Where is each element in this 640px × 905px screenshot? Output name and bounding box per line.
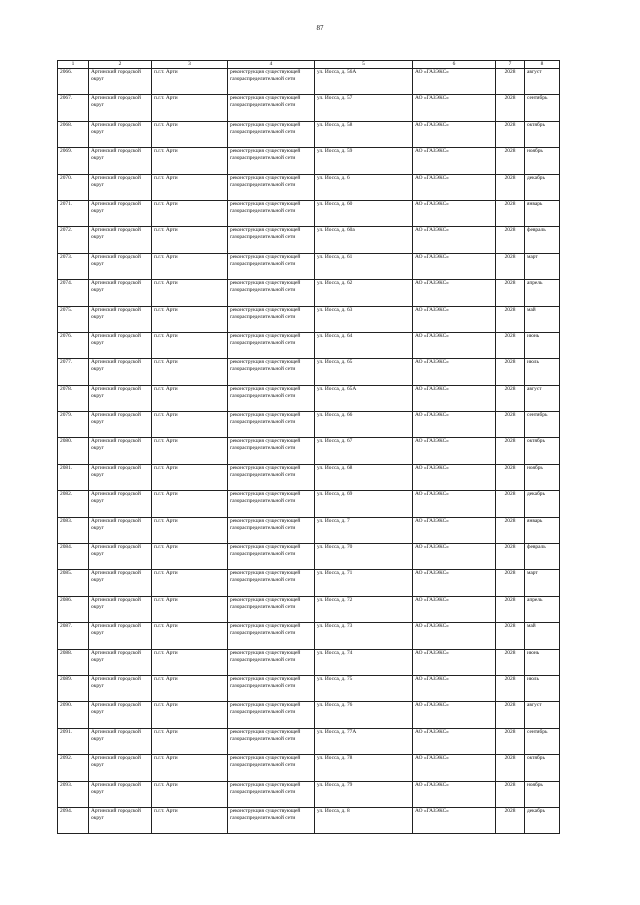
address-cell: ул. Иосса, д. 62 [315,280,413,306]
work-type-cell: реконструкция существующей газораспределительной сети [228,517,315,543]
district-cell: Артинский городской округ [89,69,152,95]
address-cell: ул. Иосса, д. 56А [315,69,413,95]
district-cell: Артинский городской округ [89,174,152,200]
district-cell: Артинский городской округ [89,280,152,306]
work-type-cell: реконструкция существующей газораспределительной сети [228,95,315,121]
table-row [58,174,560,200]
address-cell: ул. Иосса, д. 65 [315,359,413,385]
organization-cell: АО «ГАЗЭКС» [413,280,496,306]
locality-cell: п.г.т. Арти [152,570,228,596]
year-cell: 2028 [496,438,525,464]
table-row [58,807,560,833]
address-cell: ул. Иосса, д. 69 [315,491,413,517]
month-cell: январь [525,517,560,543]
work-type-cell: реконструкция существующей газораспределительной сети [228,623,315,649]
organization-cell: АО «ГАЗЭКС» [413,306,496,332]
month-cell: январь [525,200,560,226]
row-number-cell: 2091. [58,728,89,754]
table-row [58,755,560,781]
address-cell: ул. Иосса, д. 65А [315,385,413,411]
organization-cell: АО «ГАЗЭКС» [413,121,496,147]
district-cell: Артинский городской округ [89,464,152,490]
table-row [58,385,560,411]
header-col-1: 1 [58,61,89,69]
row-number-cell: 2094. [58,807,89,833]
month-cell: июль [525,675,560,701]
table-row [58,728,560,754]
header-col-3: 3 [152,61,228,69]
header-col-2: 2 [89,61,152,69]
table-row [58,200,560,226]
month-cell: август [525,385,560,411]
month-cell: апрель [525,280,560,306]
locality-cell: п.г.т. Арти [152,464,228,490]
work-type-cell: реконструкция существующей газораспределительной сети [228,227,315,253]
table-row [58,675,560,701]
table-row [58,649,560,675]
header-col-7: 7 [496,61,525,69]
address-cell: ул. Иосса, д. 58 [315,121,413,147]
address-cell: ул. Иосса, д. 70 [315,544,413,570]
district-cell: Артинский городской округ [89,781,152,807]
organization-cell: АО «ГАЗЭКС» [413,623,496,649]
table-row [58,781,560,807]
table-row [58,623,560,649]
address-cell: ул. Иосса, д. 76 [315,702,413,728]
work-type-cell: реконструкция существующей газораспределительной сети [228,544,315,570]
table-row [58,280,560,306]
district-cell: Артинский городской округ [89,306,152,332]
locality-cell: п.г.т. Арти [152,412,228,438]
district-cell: Артинский городской округ [89,227,152,253]
month-cell: март [525,570,560,596]
month-cell: апрель [525,596,560,622]
address-cell: ул. Иосса, д. 63 [315,306,413,332]
organization-cell: АО «ГАЗЭКС» [413,359,496,385]
row-number-cell: 2093. [58,781,89,807]
month-cell: сентябрь [525,728,560,754]
locality-cell: п.г.т. Арти [152,200,228,226]
table-row [58,544,560,570]
organization-cell: АО «ГАЗЭКС» [413,253,496,279]
district-cell: Артинский городской округ [89,544,152,570]
year-cell: 2028 [496,227,525,253]
organization-cell: АО «ГАЗЭКС» [413,385,496,411]
year-cell: 2028 [496,306,525,332]
address-cell: ул. Иосса, д. 74 [315,649,413,675]
work-type-cell: реконструкция существующей газораспределительной сети [228,807,315,833]
row-number-cell: 2086. [58,596,89,622]
month-cell: сентябрь [525,95,560,121]
table-row [58,438,560,464]
row-number-cell: 2071. [58,200,89,226]
organization-cell: АО «ГАЗЭКС» [413,807,496,833]
organization-cell: АО «ГАЗЭКС» [413,544,496,570]
work-type-cell: реконструкция существующей газораспределительной сети [228,253,315,279]
locality-cell: п.г.т. Арти [152,781,228,807]
district-cell: Артинский городской округ [89,755,152,781]
address-cell: ул. Иосса, д. 73 [315,623,413,649]
locality-cell: п.г.т. Арти [152,69,228,95]
month-cell: май [525,306,560,332]
work-type-cell: реконструкция существующей газораспределительной сети [228,675,315,701]
locality-cell: п.г.т. Арти [152,623,228,649]
table-row [58,702,560,728]
work-type-cell: реконструкция существующей газораспределительной сети [228,121,315,147]
organization-cell: АО «ГАЗЭКС» [413,781,496,807]
table-row [58,306,560,332]
row-number-cell: 2085. [58,570,89,596]
locality-cell: п.г.т. Арти [152,332,228,358]
locality-cell: п.г.т. Арти [152,728,228,754]
organization-cell: АО «ГАЗЭКС» [413,464,496,490]
year-cell: 2028 [496,517,525,543]
district-cell: Артинский городской округ [89,649,152,675]
year-cell: 2028 [496,623,525,649]
page-number: 87 [316,24,324,32]
month-cell: октябрь [525,121,560,147]
year-cell: 2028 [496,570,525,596]
year-cell: 2028 [496,728,525,754]
organization-cell: АО «ГАЗЭКС» [413,755,496,781]
organization-cell: АО «ГАЗЭКС» [413,69,496,95]
district-cell: Артинский городской округ [89,728,152,754]
row-number-cell: 2089. [58,675,89,701]
locality-cell: п.г.т. Арти [152,121,228,147]
month-cell: май [525,623,560,649]
row-number-cell: 2070. [58,174,89,200]
work-type-cell: реконструкция существующей газораспределительной сети [228,755,315,781]
address-cell: ул. Иосса, д. 61 [315,253,413,279]
year-cell: 2028 [496,253,525,279]
table-row [58,359,560,385]
work-type-cell: реконструкция существующей газораспределительной сети [228,280,315,306]
year-cell: 2028 [496,464,525,490]
locality-cell: п.г.т. Арти [152,755,228,781]
work-type-cell: реконструкция существующей газораспределительной сети [228,359,315,385]
table-row [58,148,560,174]
organization-cell: АО «ГАЗЭКС» [413,438,496,464]
address-cell: ул. Иосса, д. 79 [315,781,413,807]
address-cell: ул. Иосса, д. 59 [315,148,413,174]
organization-cell: АО «ГАЗЭКС» [413,728,496,754]
address-cell: ул. Иосса, д. 60а [315,227,413,253]
year-cell: 2028 [496,359,525,385]
work-type-cell: реконструкция существующей газораспределительной сети [228,69,315,95]
table-row [58,121,560,147]
address-cell: ул. Иосса, д. 7 [315,517,413,543]
table-row [58,332,560,358]
year-cell: 2028 [496,280,525,306]
address-cell: ул. Иосса, д. 72 [315,596,413,622]
table-row [58,227,560,253]
work-type-cell: реконструкция существующей газораспределительной сети [228,148,315,174]
month-cell: ноябрь [525,464,560,490]
work-type-cell: реконструкция существующей газораспределительной сети [228,570,315,596]
row-number-cell: 2077. [58,359,89,385]
address-cell: ул. Иосса, д. 75 [315,675,413,701]
month-cell: март [525,253,560,279]
locality-cell: п.г.т. Арти [152,148,228,174]
row-number-cell: 2083. [58,517,89,543]
organization-cell: АО «ГАЗЭКС» [413,702,496,728]
table-row [58,464,560,490]
district-cell: Артинский городской округ [89,121,152,147]
month-cell: июль [525,359,560,385]
work-type-cell: реконструкция существующей газораспределительной сети [228,200,315,226]
work-type-cell: реконструкция существующей газораспределительной сети [228,781,315,807]
header-col-8: 8 [525,61,560,69]
organization-cell: АО «ГАЗЭКС» [413,174,496,200]
organization-cell: АО «ГАЗЭКС» [413,200,496,226]
row-number-cell: 2068. [58,121,89,147]
work-type-cell: реконструкция существующей газораспределительной сети [228,649,315,675]
address-cell: ул. Иосса, д. 68 [315,464,413,490]
month-cell: октябрь [525,438,560,464]
work-type-cell: реконструкция существующей газораспределительной сети [228,306,315,332]
year-cell: 2028 [496,807,525,833]
locality-cell: п.г.т. Арти [152,438,228,464]
locality-cell: п.г.т. Арти [152,174,228,200]
month-cell: февраль [525,227,560,253]
locality-cell: п.г.т. Арти [152,675,228,701]
year-cell: 2028 [496,174,525,200]
work-type-cell: реконструкция существующей газораспределительной сети [228,491,315,517]
district-cell: Артинский городской округ [89,95,152,121]
district-cell: Артинский городской округ [89,438,152,464]
district-cell: Артинский городской округ [89,491,152,517]
month-cell: декабрь [525,807,560,833]
month-cell: июнь [525,649,560,675]
header-col-5: 5 [315,61,413,69]
locality-cell: п.г.т. Арти [152,491,228,517]
locality-cell: п.г.т. Арти [152,95,228,121]
row-number-cell: 2082. [58,491,89,517]
month-cell: август [525,702,560,728]
table-row [58,412,560,438]
row-number-cell: 2073. [58,253,89,279]
district-cell: Артинский городской округ [89,359,152,385]
header-col-4: 4 [228,61,315,69]
row-number-cell: 2076. [58,332,89,358]
address-cell: ул. Иосса, д. 64 [315,332,413,358]
table-row [58,491,560,517]
row-number-cell: 2079. [58,412,89,438]
year-cell: 2028 [496,675,525,701]
locality-cell: п.г.т. Арти [152,517,228,543]
work-type-cell: реконструкция существующей газораспределительной сети [228,412,315,438]
month-cell: сентябрь [525,412,560,438]
locality-cell: п.г.т. Арти [152,359,228,385]
row-number-cell: 2072. [58,227,89,253]
year-cell: 2028 [496,702,525,728]
month-cell: декабрь [525,174,560,200]
table-row [58,69,560,95]
organization-cell: АО «ГАЗЭКС» [413,570,496,596]
year-cell: 2028 [496,649,525,675]
year-cell: 2028 [496,491,525,517]
row-number-cell: 2087. [58,623,89,649]
row-number-cell: 2078. [58,385,89,411]
locality-cell: п.г.т. Арти [152,280,228,306]
month-cell: октябрь [525,755,560,781]
year-cell: 2028 [496,412,525,438]
locality-cell: п.г.т. Арти [152,807,228,833]
address-cell: ул. Иосса, д. 77А [315,728,413,754]
year-cell: 2028 [496,544,525,570]
table-row [58,570,560,596]
table-row [58,253,560,279]
table-row [58,517,560,543]
address-cell: ул. Иосса, д. 8 [315,807,413,833]
district-cell: Артинский городской округ [89,332,152,358]
row-number-cell: 2088. [58,649,89,675]
organization-cell: АО «ГАЗЭКС» [413,596,496,622]
work-type-cell: реконструкция существующей газораспределительной сети [228,702,315,728]
work-type-cell: реконструкция существующей газораспределительной сети [228,728,315,754]
work-type-cell: реконструкция существующей газораспределительной сети [228,174,315,200]
organization-cell: АО «ГАЗЭКС» [413,412,496,438]
work-type-cell: реконструкция существующей газораспределительной сети [228,438,315,464]
month-cell: декабрь [525,491,560,517]
address-cell: ул. Иосса, д. 78 [315,755,413,781]
district-cell: Артинский городской округ [89,570,152,596]
locality-cell: п.г.т. Арти [152,596,228,622]
address-cell: ул. Иосса, д. 66 [315,412,413,438]
district-cell: Артинский городской округ [89,675,152,701]
work-type-cell: реконструкция существующей газораспределительной сети [228,332,315,358]
year-cell: 2028 [496,385,525,411]
row-number-cell: 2069. [58,148,89,174]
row-number-cell: 2090. [58,702,89,728]
district-cell: Артинский городской округ [89,807,152,833]
address-cell: ул. Иосса, д. 71 [315,570,413,596]
year-cell: 2028 [496,332,525,358]
year-cell: 2028 [496,781,525,807]
year-cell: 2028 [496,755,525,781]
schedule-table [57,60,560,834]
organization-cell: АО «ГАЗЭКС» [413,649,496,675]
district-cell: Артинский городской округ [89,412,152,438]
year-cell: 2028 [496,95,525,121]
month-cell: август [525,69,560,95]
year-cell: 2028 [496,596,525,622]
month-cell: ноябрь [525,148,560,174]
organization-cell: АО «ГАЗЭКС» [413,227,496,253]
row-number-cell: 2081. [58,464,89,490]
organization-cell: АО «ГАЗЭКС» [413,332,496,358]
work-type-cell: реконструкция существующей газораспределительной сети [228,596,315,622]
row-number-cell: 2074. [58,280,89,306]
locality-cell: п.г.т. Арти [152,702,228,728]
locality-cell: п.г.т. Арти [152,649,228,675]
row-number-cell: 2066. [58,69,89,95]
row-number-cell: 2092. [58,755,89,781]
district-cell: Артинский городской округ [89,596,152,622]
address-cell: ул. Иосса, д. 67 [315,438,413,464]
row-number-cell: 2084. [58,544,89,570]
organization-cell: АО «ГАЗЭКС» [413,95,496,121]
row-number-cell: 2067. [58,95,89,121]
year-cell: 2028 [496,148,525,174]
organization-cell: АО «ГАЗЭКС» [413,148,496,174]
district-cell: Артинский городской округ [89,385,152,411]
row-number-cell: 2080. [58,438,89,464]
header-row [58,61,560,69]
year-cell: 2028 [496,69,525,95]
row-number-cell: 2075. [58,306,89,332]
work-type-cell: реконструкция существующей газораспределительной сети [228,385,315,411]
work-type-cell: реконструкция существующей газораспределительной сети [228,464,315,490]
locality-cell: п.г.т. Арти [152,385,228,411]
table-row [58,596,560,622]
year-cell: 2028 [496,121,525,147]
locality-cell: п.г.т. Арти [152,544,228,570]
organization-cell: АО «ГАЗЭКС» [413,517,496,543]
district-cell: Артинский городской округ [89,253,152,279]
month-cell: ноябрь [525,781,560,807]
year-cell: 2028 [496,200,525,226]
header-col-6: 6 [413,61,496,69]
month-cell: июнь [525,332,560,358]
locality-cell: п.г.т. Арти [152,227,228,253]
district-cell: Артинский городской округ [89,702,152,728]
organization-cell: АО «ГАЗЭКС» [413,491,496,517]
month-cell: февраль [525,544,560,570]
locality-cell: п.г.т. Арти [152,306,228,332]
locality-cell: п.г.т. Арти [152,253,228,279]
district-cell: Артинский городской округ [89,517,152,543]
organization-cell: АО «ГАЗЭКС» [413,675,496,701]
district-cell: Артинский городской округ [89,148,152,174]
address-cell: ул. Иосса, д. 60 [315,200,413,226]
district-cell: Артинский городской округ [89,200,152,226]
address-cell: ул. Иосса, д. 57 [315,95,413,121]
table-body [58,69,560,834]
address-cell: ул. Иосса, д. 6 [315,174,413,200]
table-row [58,95,560,121]
district-cell: Артинский городской округ [89,623,152,649]
